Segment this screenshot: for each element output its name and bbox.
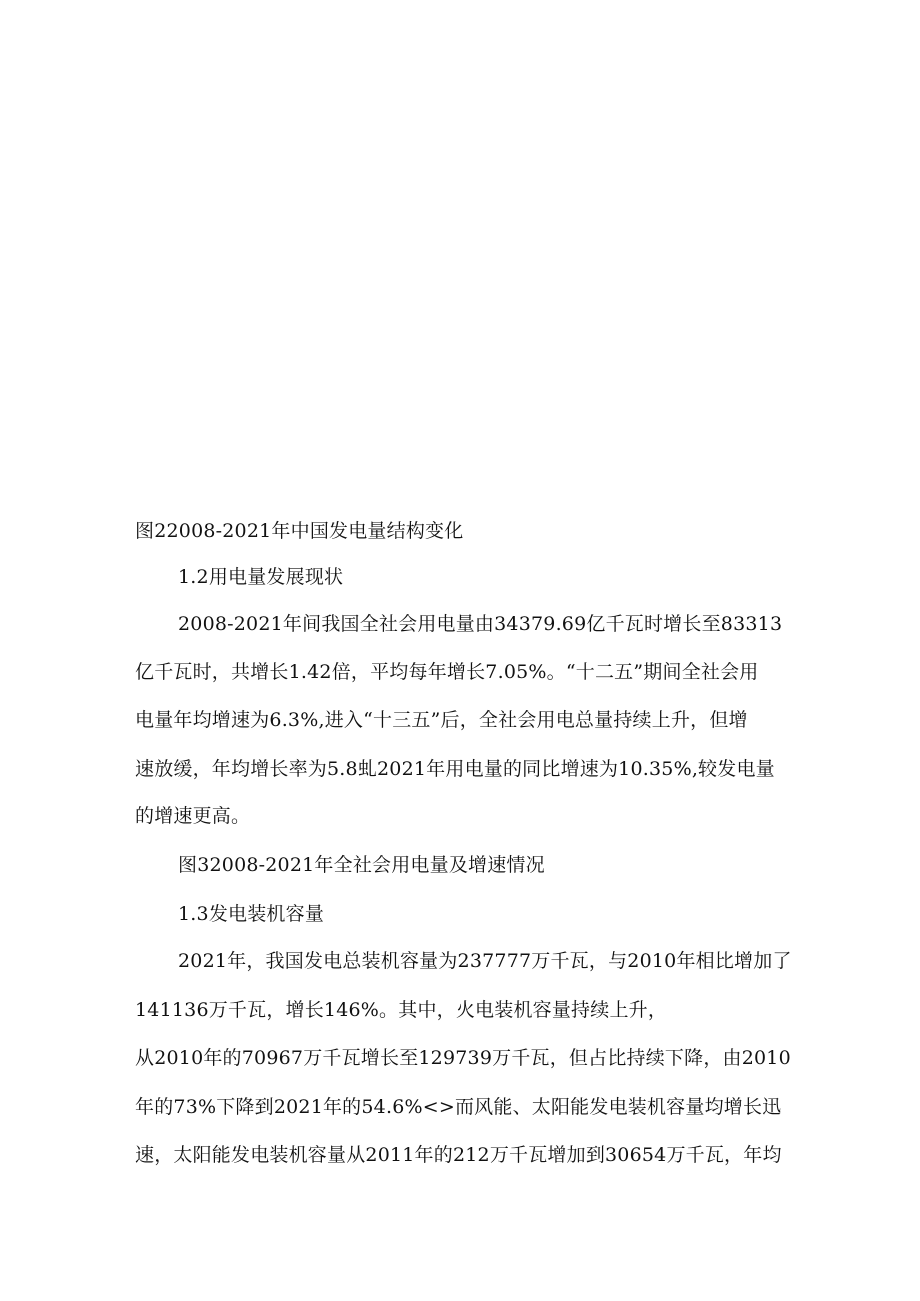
paragraph-2-line-1: 2021年，我国发电总装机容量为237777万千瓦，与2010年相比增加了 — [178, 950, 792, 972]
paragraph-2-line-4: 年的73%下降到2021年的54.6%<>而风能、太阳能发电装机容量均增长迅 — [135, 1096, 782, 1118]
figure-3-caption: 图32008-2021年全社会用电量及增速情况 — [178, 854, 545, 876]
paragraph-1-line-1: 2008-2021年间我国全社会用电量由34379.69亿千瓦时增长至83313 — [178, 613, 783, 635]
figure-2-area — [135, 40, 785, 500]
section-1-3-heading: 1.3发电装机容量 — [178, 903, 325, 925]
paragraph-1-line-2: 亿千瓦时，共增长1.42倍，平均每年增长7.05%。“十二五”期间全社会用 — [135, 661, 759, 683]
figure-2-caption: 图22008-2021年中国发电量结构变化 — [135, 520, 464, 542]
section-1-2-heading: 1.2用电量发展现状 — [178, 566, 344, 588]
paragraph-1-line-5: 的增速更高。 — [135, 805, 251, 827]
paragraph-1-line-3: 电量年均增速为6.3%,进入“十三五”后，全社会用电总量持续上升，但增 — [135, 709, 748, 731]
paragraph-1-line-4: 速放缓，年均增长率为5.8虬2021年用电量的同比增速为10.35%,较发电量 — [135, 758, 775, 780]
paragraph-2-line-2: 141136万千瓦，增长146%。其中，火电装机容量持续上升， — [135, 999, 668, 1021]
paragraph-2-line-5: 速，太阳能发电装机容量从2011年的212万千瓦增加到30654万千瓦，年均 — [135, 1144, 782, 1166]
paragraph-2-line-3: 从2010年的70967万千瓦增长至129739万千瓦，但占比持续下降，由2010 — [135, 1047, 791, 1069]
